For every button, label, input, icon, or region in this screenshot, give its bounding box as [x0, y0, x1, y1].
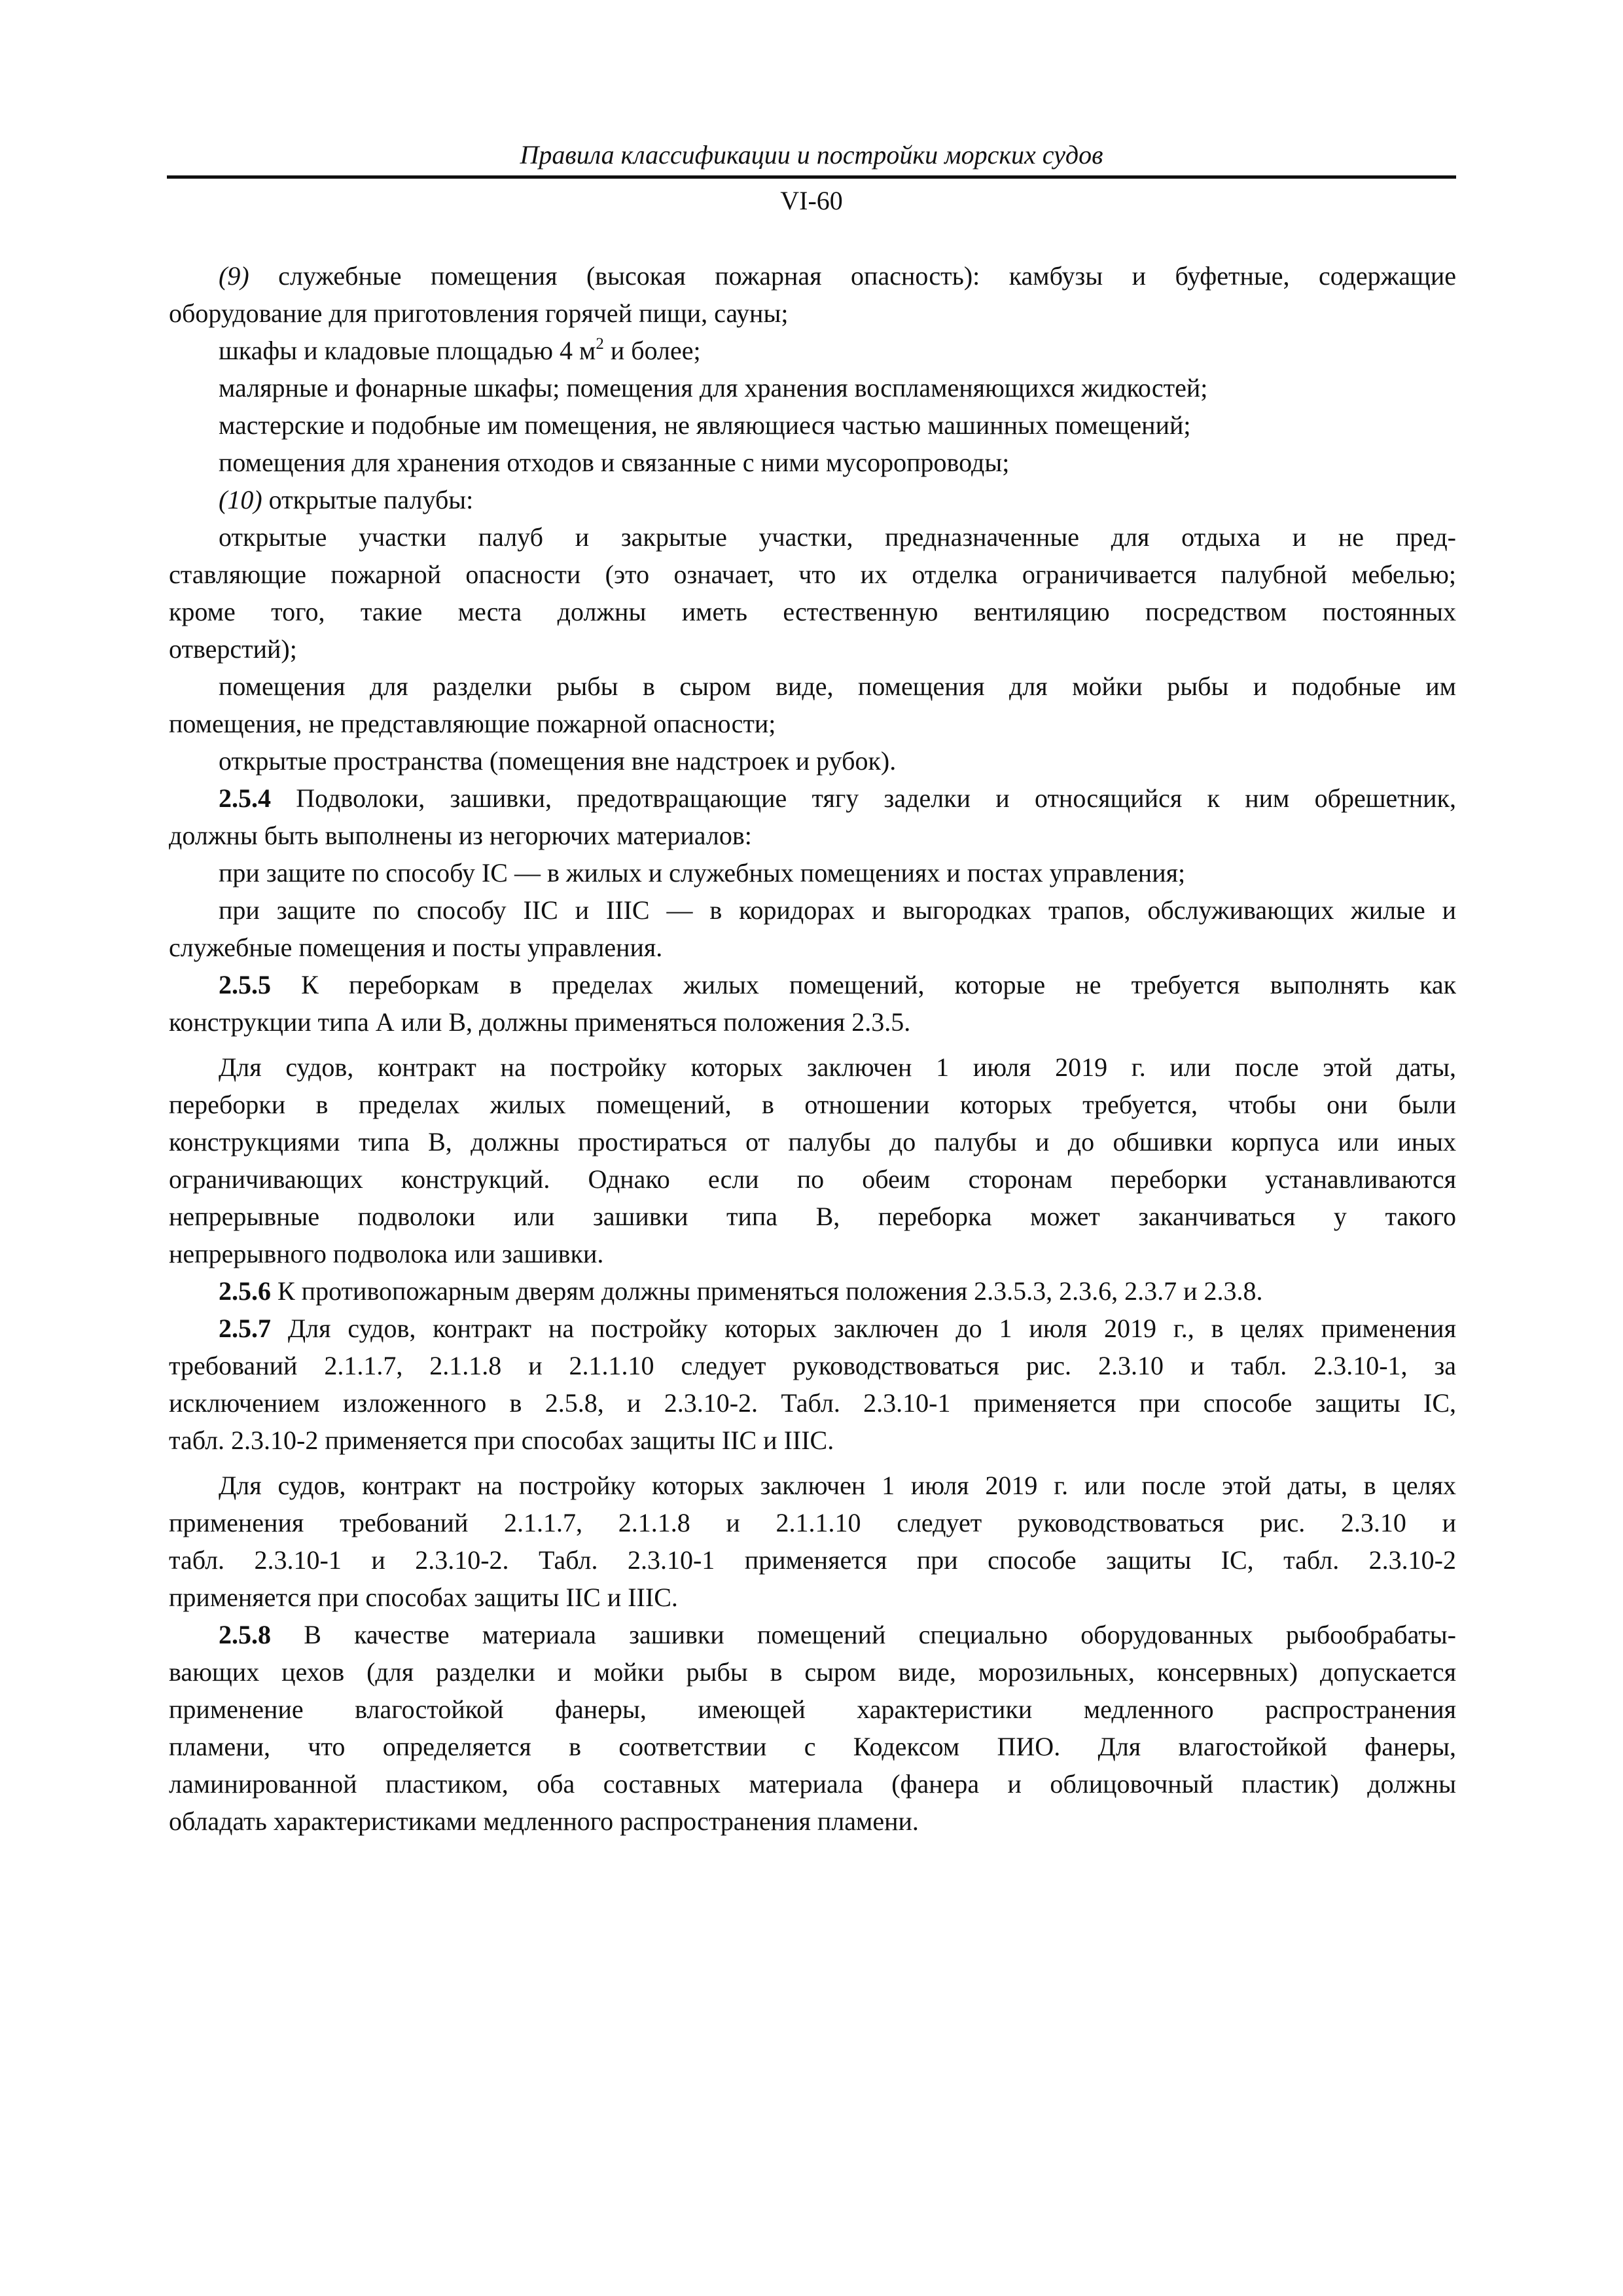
paragraph-line: применяется при способах защиты IIC и IIIC. [169, 1583, 678, 1612]
paragraph-line: помещения, не представляющие пожарной опасности; [169, 709, 776, 738]
paragraph-line: исключением изложенного в 2.5.8, и 2.3.10-2. Табл. 2.3.10-1 применяется при способе защиты IC, [169, 1388, 1456, 1418]
paragraph-line: требований 2.1.1.7, 2.1.1.8 и 2.1.1.10 следует руководствоваться рис. 2.3.10 и табл. 2.3.10-1, за [169, 1351, 1456, 1380]
paragraph-line: кроме того, такие места должны иметь естественную вентиляцию посредством постоянных [169, 597, 1456, 626]
paragraph-line: табл. 2.3.10-2 применяется при способах защиты IIC и IIIC. [169, 1426, 834, 1455]
paragraph-line: помещения для хранения отходов и связанные с ними мусоропроводы; [219, 448, 1010, 477]
paragraph-line: вающих цехов (для разделки и мойки рыбы в сыром виде, морозильных, консервных) допускается [169, 1657, 1456, 1687]
item-number: (9) [219, 261, 249, 291]
paragraph-line: непрерывные подволоки или зашивки типа В, переборка может заканчиваться у такого [169, 1202, 1456, 1231]
paragraph-line [169, 481, 1456, 518]
text-run: В качестве материала зашивки помещений специально оборудованных рыбообрабаты- [271, 1620, 1456, 1649]
section-number: 2.5.7 [219, 1314, 271, 1343]
paragraph-line: должны быть выполнены из негорючих материалов: [169, 821, 752, 850]
section-2-5-8 [169, 1616, 1456, 1653]
section-number: 2.5.4 [219, 783, 271, 813]
paragraph-line: обладать характеристиками медленного распространения пламени. [169, 1806, 919, 1836]
paragraph-line: непрерывного подволока или зашивки. [169, 1239, 604, 1268]
paragraph-line: оборудование для приготовления горячей пищи, сауны; [169, 298, 789, 328]
text-run: К противопожарным дверям должны применяться положения 2.3.5.3, 2.3.6, 2.3.7 и 2.3.8. [271, 1276, 1263, 1306]
text-run: К переборкам в пределах жилых помещений, которые не требуется выполнять как [271, 970, 1456, 999]
text-run: Подволоки, зашивки, предотвращающие тягу заделки и относящийся к ним обрешетник, [271, 783, 1456, 813]
page-body [169, 257, 1456, 1840]
section-2-5-5 [169, 966, 1456, 1003]
paragraph-line: применения требований 2.1.1.7, 2.1.1.8 и 2.1.1.10 следует руководствоваться рис. 2.3.10 и [169, 1508, 1456, 1537]
page-number: VI-60 [780, 186, 843, 215]
paragraph-line: открытые участки палуб и закрытые участки, предназначенные для отдыха и не пред- [219, 522, 1456, 552]
paragraph-line: пламени, что определяется в соответствии с Кодексом ПИО. Для влагостойкой фанеры, [169, 1732, 1456, 1761]
paragraph-line: Для судов, контракт на постройку которых заключен 1 июля 2019 г. или после этой даты, [219, 1052, 1456, 1082]
section-number: 2.5.5 [219, 970, 271, 999]
paragraph-line: при защите по способу IIC и IIIC — в коридорах и выгородках трапов, обслуживающих жилые и [219, 895, 1456, 925]
paragraph-line: ламинированной пластиком, оба составных материала (фанера и облицовочный пластик) должны [169, 1769, 1456, 1799]
paragraph-line: Для судов, контракт на постройку которых заключен 1 июля 2019 г. или после этой даты, в целях [219, 1471, 1456, 1500]
running-header-title: Правила классификации и постройки морских судов [520, 140, 1103, 170]
paragraph-line: мастерские и подобные им помещения, не являющиеся частью машинных помещений; [219, 410, 1191, 440]
paragraph-line: малярные и фонарные шкафы; помещения для хранения воспламеняющихся жидкостей; [219, 373, 1208, 403]
text-run: шкафы и кладовые площадью 4 м [219, 336, 596, 365]
text-run: открытые палубы: [262, 485, 474, 514]
paragraph-line: конструкциями типа В, должны простираться от палубы до палубы и до обшивки корпуса или иных [169, 1127, 1456, 1157]
paragraph-line: переборки в пределах жилых помещений, в отношении которых требуется, чтобы они были [169, 1090, 1456, 1119]
section-2-5-4 [169, 780, 1456, 817]
paragraph-line: открытые пространства (помещения вне надстроек и рубок). [219, 746, 897, 776]
section-number: 2.5.8 [219, 1620, 271, 1649]
paragraph-line [169, 332, 1456, 369]
superscript: 2 [596, 335, 604, 353]
paragraph-line [169, 257, 1456, 295]
section-2-5-6 [169, 1272, 1456, 1310]
item-number: (10) [219, 485, 262, 514]
paragraph-line: табл. 2.3.10-1 и 2.3.10-2. Табл. 2.3.10-1 применяется при способе защиты IC, табл. 2.3.10-2 [169, 1545, 1456, 1575]
paragraph-line: применение влагостойкой фанеры, имеющей характеристики медленного распространения [169, 1695, 1456, 1724]
paragraph-line: конструкции типа А или В, должны применяться положения 2.3.5. [169, 1007, 911, 1037]
text-run: Для судов, контракт на постройку которых заключен до 1 июля 2019 г., в целях применения [271, 1314, 1456, 1343]
text-run: служебные помещения (высокая пожарная опасность): камбузы и буфетные, содержащие [249, 261, 1456, 291]
header-rule [167, 175, 1456, 179]
paragraph-line: при защите по способу IC — в жилых и служебных помещениях и постах управления; [219, 858, 1186, 888]
paragraph-line: ограничивающих конструкций. Однако если по обеим сторонам переборки устанавливаются [169, 1164, 1456, 1194]
paragraph-line: ставляющие пожарной опасности (это означает, что их отделка ограничивается палубной мебелью; [169, 560, 1456, 589]
paragraph-line: отверстий); [169, 634, 297, 664]
paragraph-line: помещения для разделки рыбы в сыром виде, помещения для мойки рыбы и подобные им [219, 672, 1456, 701]
paragraph-line: служебные помещения и посты управления. [169, 933, 663, 962]
section-number: 2.5.6 [219, 1276, 271, 1306]
section-2-5-7 [169, 1310, 1456, 1347]
text-run: и более; [603, 336, 701, 365]
